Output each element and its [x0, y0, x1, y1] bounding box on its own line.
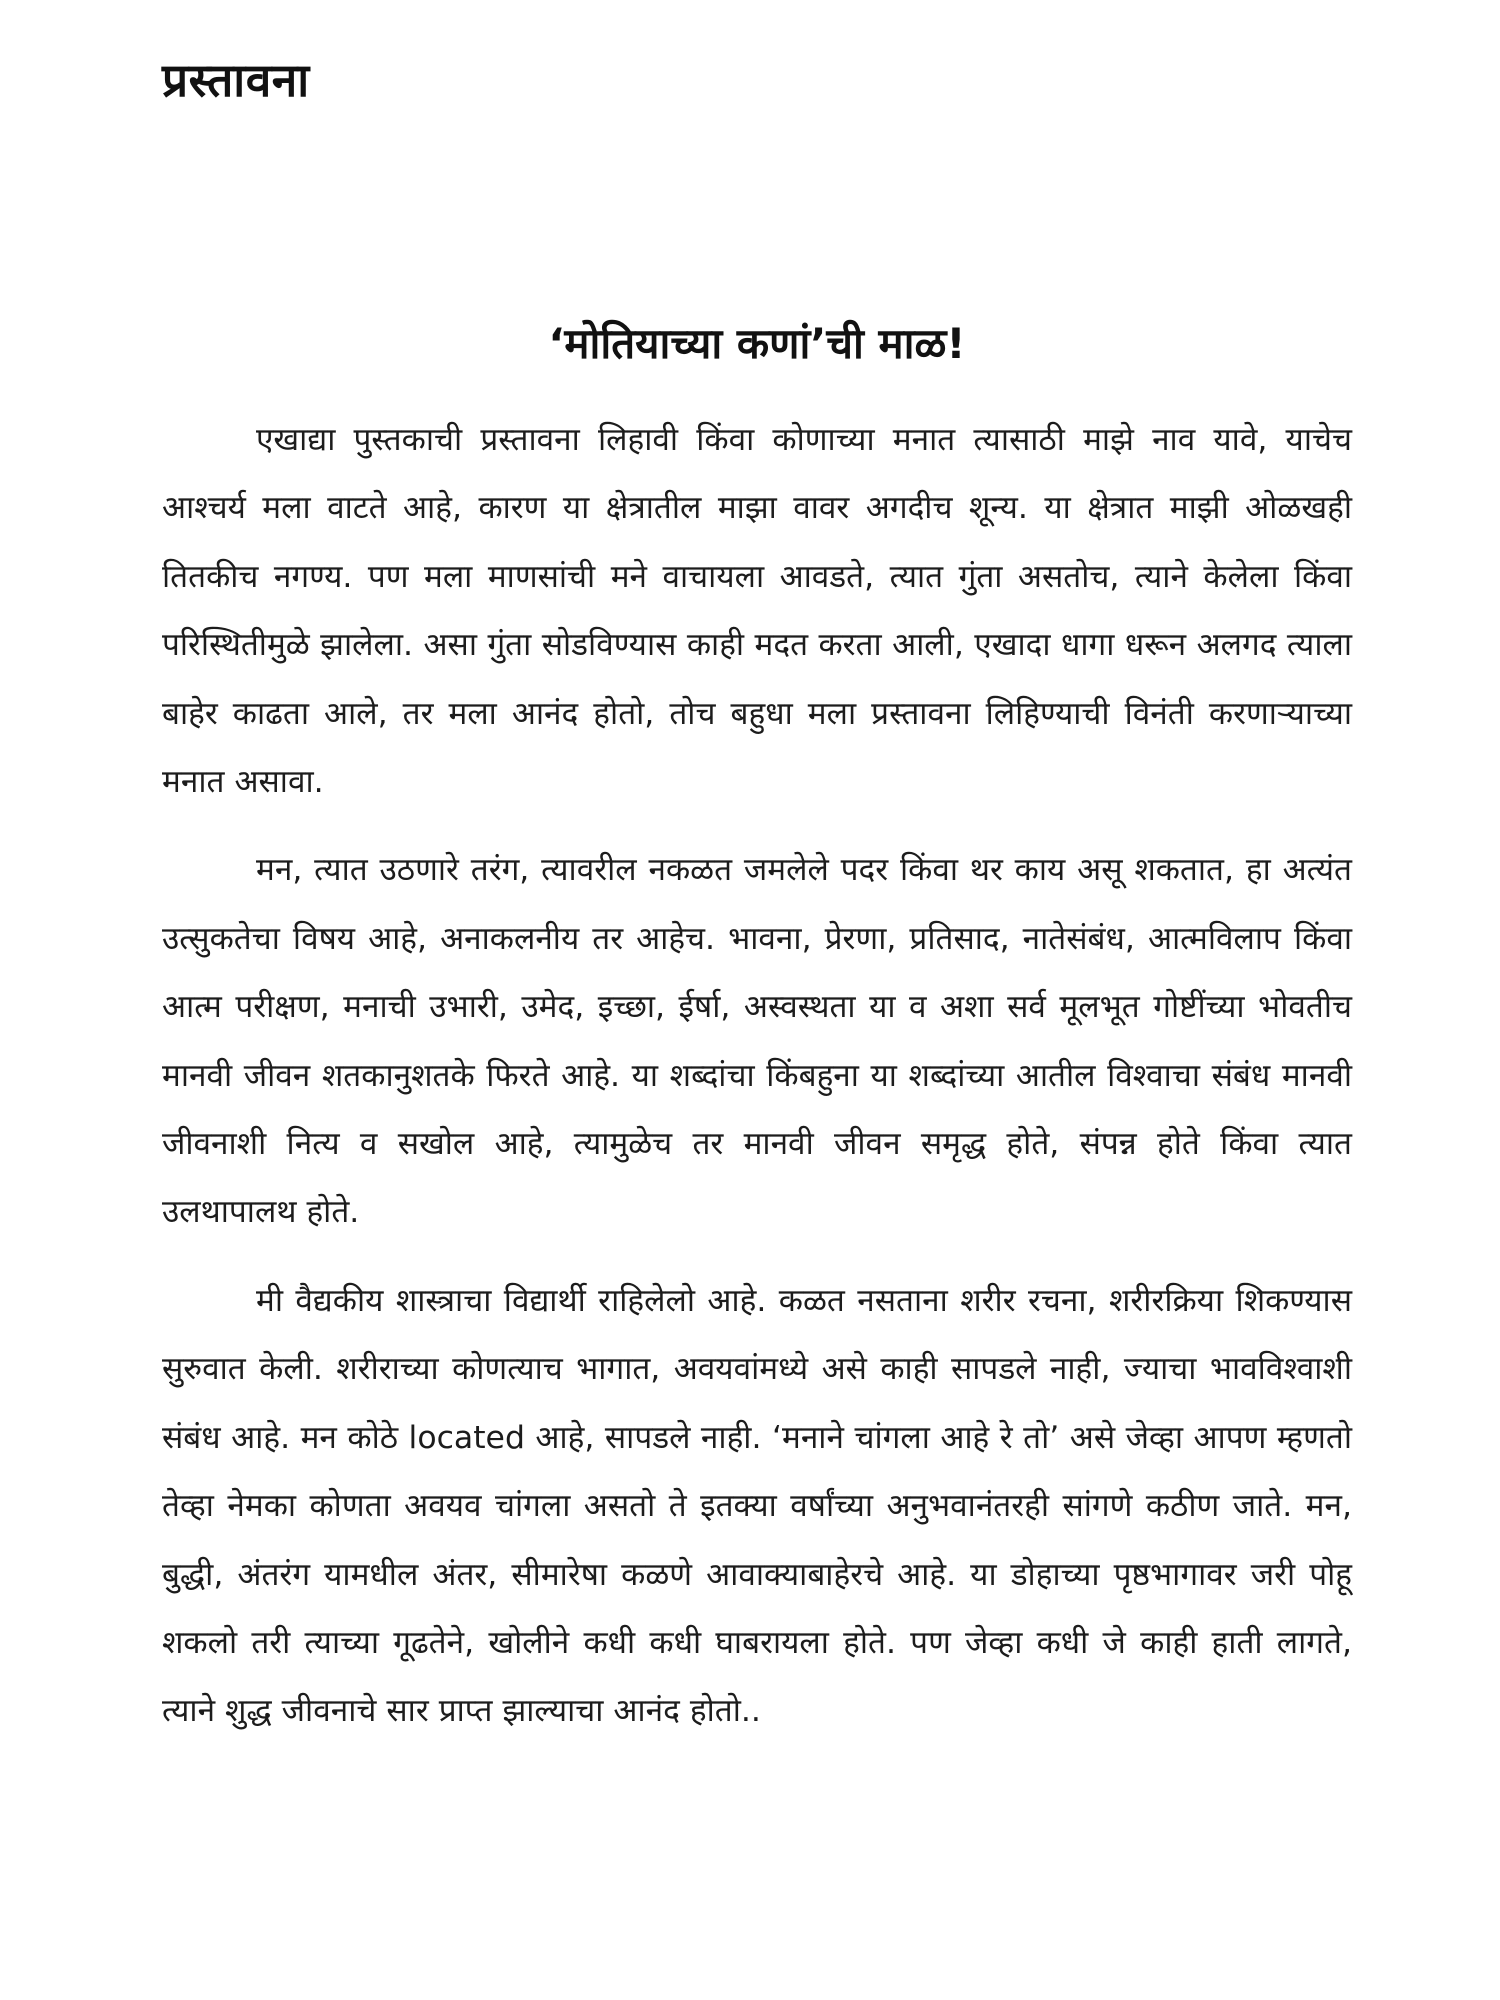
paragraph-3: मी वैद्यकीय शास्त्राचा विद्यार्थी राहिलेलो आहे. कळत नसताना शरीर रचना, शरीरक्रिया शिकण्यास सुरुवात केली. शरीराच्या कोणत्याच भागात, अवयवांमध्ये असे काही सापडले नाही, ज्याचा भावविश्वाशी संबंध आहे. मन कोठे located आहे, सापडले नाही. ‘मनाने चांगला आहे रे तो’ असे जेव्हा आपण म्हणतो तेव्हा नेमका कोणता अवयव चांगला असतो ते इतक्या वर्षांच्या अनुभवानंतरही सांगणे कठीण जाते. मन, बुद्धी, अंतरंग यामधील अंतर, सीमारेषा कळणे आवाक्याबाहेरचे आहे. या डोहाच्या पृष्ठभागावर जरी पोहू शकलो तरी त्याच्या गूढतेने, खोलीने कधी कधी घाबरायला होते. पण जेव्हा कधी जे काही हाती लागते, त्याने शुद्ध जीवनाचे सार प्राप्त झाल्याचा आनंद होतो..: [162, 1282, 1352, 1730]
section-heading: प्रस्तावना: [162, 53, 310, 107]
article-title: ‘मोतियाच्या कणां’ची माळ!: [548, 319, 966, 368]
paragraph-1: एखाद्या पुस्तकाची प्रस्तावना लिहावी किंवा कोणाच्या मनात त्यासाठी माझे नाव यावे, याचेच आश्चर्य मला वाटते आहे, कारण या क्षेत्रातील माझा वावर अगदीच शून्य. या क्षेत्रात माझी ओळखही तितकीच नगण्य. पण मला माणसांची मने वाचायला आवडते, त्यात गुंता असतोच, त्याने केलेला किंवा परिस्थितीमुळे झालेला. असा गुंता सोडविण्यास काही मदत करता आली, एखादा धागा धरून अलगद त्याला बाहेर काढता आले, तर मला आनंद होतो, तोच बहुधा मला प्रस्तावना लिहिण्याची विनंती करणाऱ्याच्या मनात असावा.: [162, 422, 1352, 801]
paragraph-2: मन, त्यात उठणारे तरंग, त्यावरील नकळत जमलेले पदर किंवा थर काय असू शकतात, हा अत्यंत उत्सुकतेचा विषय आहे, अनाकलनीय तर आहेच. भावना, प्रेरणा, प्रतिसाद, नातेसंबंध, आत्मविलाप किंवा आत्म परीक्षण, मनाची उभारी, उमेद, इच्छा, ईर्षा, अस्वस्थता या व अशा सर्व मूलभूत गोष्टींच्या भोवतीच मानवी जीवन शतकानुशतके फिरते आहे. या शब्दांचा किंबहुना या शब्दांच्या आतील विश्वाचा संबंध मानवी जीवनाशी नित्य व सखोल आहे, त्यामुळेच तर मानवी जीवन समृद्ध होते, संपन्न होते किंवा त्यात उलथापालथ होते.: [162, 852, 1352, 1231]
article-body: [162, 406, 1352, 1746]
